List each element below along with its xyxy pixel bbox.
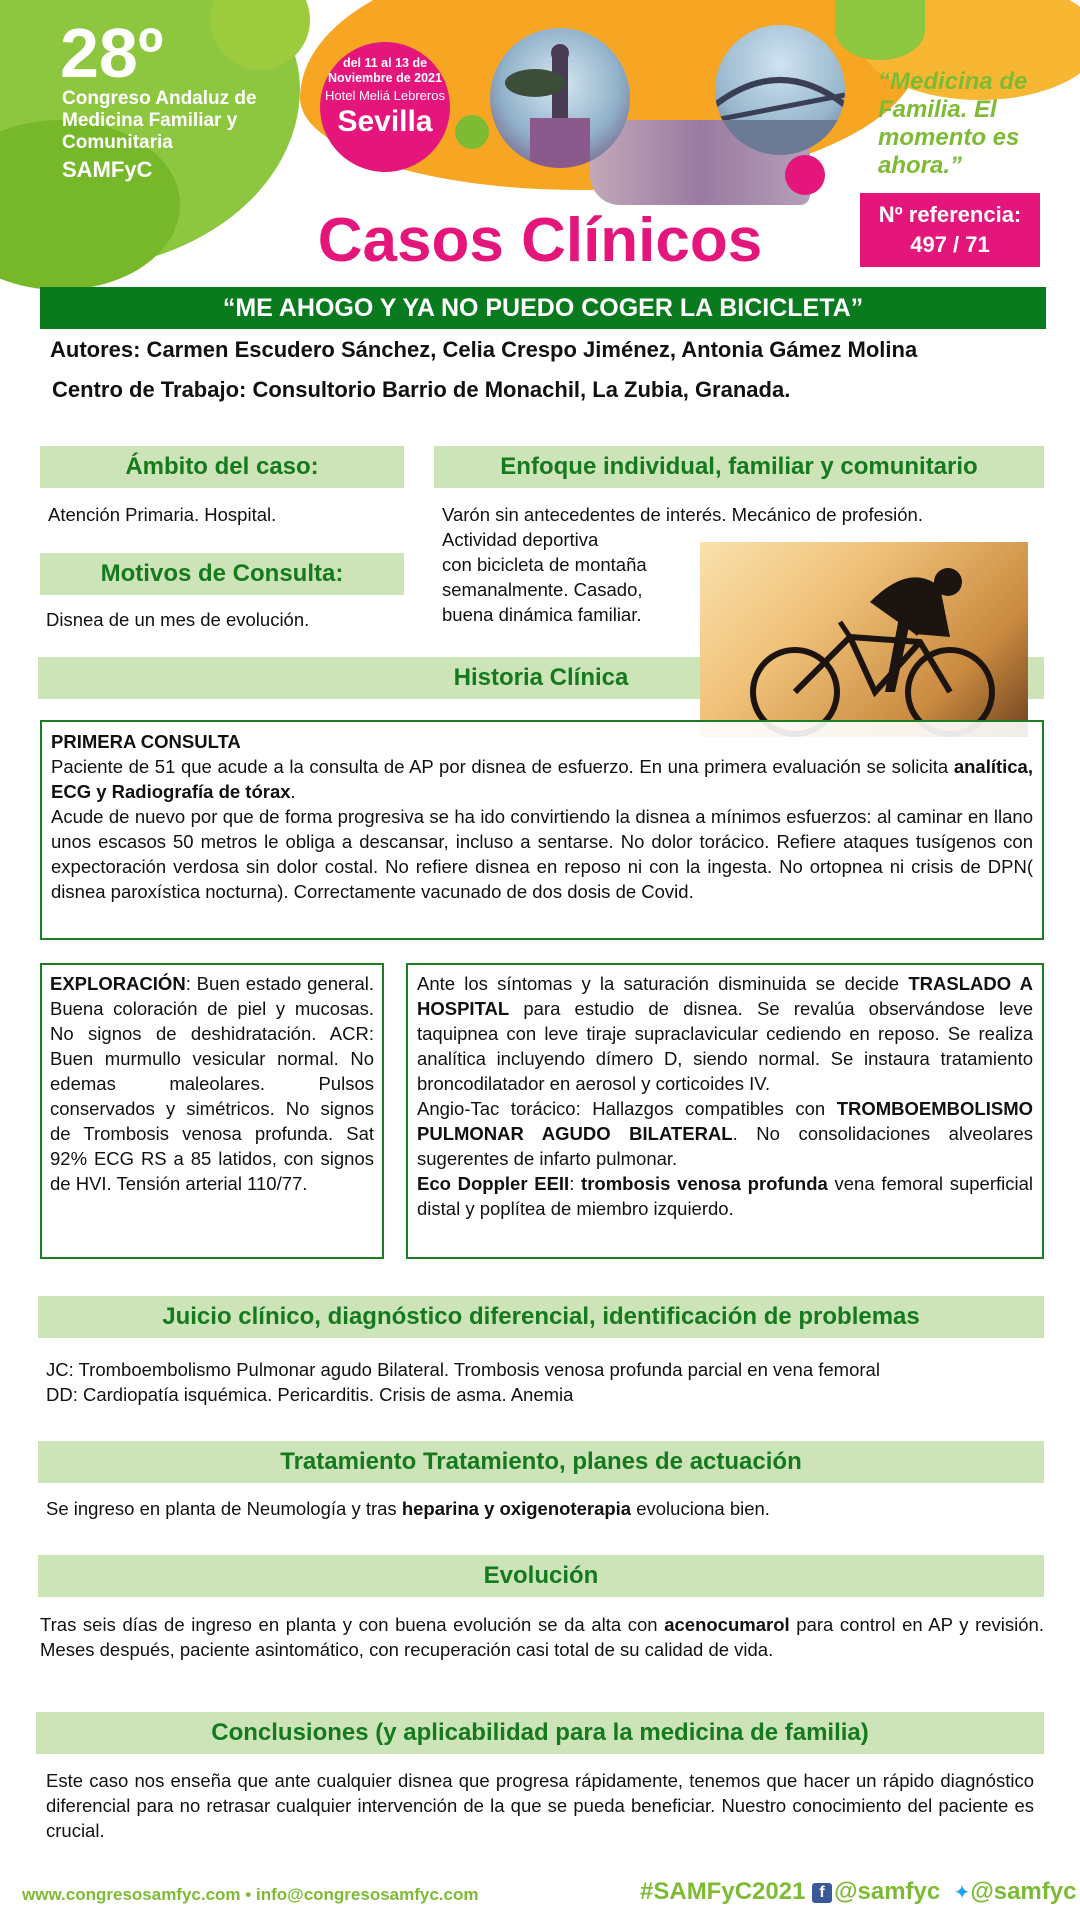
enfoque-line-3: con bicicleta de montaña [442,554,647,575]
ambito-heading: Ámbito del caso: [40,446,404,488]
juicio-heading: Juicio clínico, diagnóstico diferencial, identificación de problemas [38,1296,1044,1338]
congress-hotel: Hotel Meliá Lebreros [325,88,445,103]
hospital-text-2: para estudio de disnea. Se revalúa observándose leve taquipnea con leve tiraje supraclavicular cediendo en reposo. Se realiza analítica incluyendo dímero D, siendo normal. Se instaura tratamiento broncodilatador en aerosol y corticoides IV. [417,998,1033,1094]
giraldillo-statue-image [490,28,630,168]
juicio-text [46,1357,1046,1407]
evolucion-heading: Evolución [38,1555,1044,1597]
congress-slogan: “Medicina de Familia. El momento es ahora.” [878,68,1028,179]
hospital-text-4: . No consolidaciones alveolares sugerentes de infarto pulmonar. [417,1123,1033,1169]
reference-value: 497 / 71 [910,232,990,257]
primera-consulta-text-1: Paciente de 51 que acude a la consulta de AP por disnea de esfuerzo. En una primera evaluación se solicita [51,756,954,777]
conclusiones-heading: Conclusiones (y aplicabilidad para la medicina de familia) [36,1712,1044,1754]
congress-number: 28º [60,14,164,92]
enfoque-line-5: buena dinámica familiar. [442,604,642,625]
header-green-shape-right [835,0,925,60]
case-title: “ME AHOGO Y YA NO PUEDO COGER LA BICICLETA” [40,287,1046,329]
hospital-box [406,963,1044,1259]
triana-bridge-image [715,25,845,155]
tratamiento-heading: Tratamiento Tratamiento, planes de actuación [38,1441,1044,1483]
footer-hashtag: #SAMFyC2021 [640,1878,806,1905]
primera-consulta-paragraph-1 [51,754,1033,804]
congress-name: Congreso Andaluz de Medicina Familiar y Comunitaria [62,88,257,153]
hospital-dvt: trombosis venosa profunda [581,1173,828,1194]
enfoque-line-1: Varón sin antecedentes de interés. Mecánico de profesión. [442,504,923,525]
page-title: Casos Clínicos [317,206,763,275]
congress-org: SAMFyC [62,157,153,182]
juicio-dd: DD: Cardiopatía isquémica. Pericarditis. Crisis de asma. Anemia [46,1384,574,1405]
primera-consulta-paragraph-2: Acude de nuevo por que de forma progresiva se ha ido convirtiendo la disnea a mínimos esfuerzos: al caminar en llano unos escasos 50 metros le obliga a descansar, incluso a sentarse. No dolor torácico. Refiere ataques tusígenos con expectoración verdosa sin dolor costal. No refiere disnea en reposo ni con la ingesta. No ortopnea ni crisis de DPN( disnea paroxística nocturna). Correctamente vacunado de dos dosis de Covid. [51,806,1033,902]
cyclist-photo [700,542,1028,737]
footer-website[interactable]: www.congresosamfyc.com [22,1885,241,1904]
hospital-transfer: TRASLADO A HOSPITAL [417,973,1034,1019]
hospital-text-5: : [569,1173,582,1194]
primera-consulta-box [40,720,1044,940]
footer-separator: • [240,1885,256,1904]
reference-label: Nº referencia: [878,202,1022,227]
hospital-paragraph-1 [417,971,1033,1096]
evolucion-text [40,1612,1044,1662]
motivos-text: Disnea de un mes de evolución. [46,609,310,630]
exploracion-text: : Buen estado general. Buena coloración de piel y mucosas. No signos de deshidratación. ACR: Buen murmullo vesicular normal. No edemas maleolares. Pulsos conservados y simétricos. No signos de Trombosis venosa profunda. Sat 92% ECG RS a 85 latidos, con signos de HVI. Tensión arterial 110/77. [50,973,374,1194]
sevilla-badge [320,42,450,172]
congress-dates: del 11 al 13 de Noviembre de 2021 [328,56,442,85]
exploracion-box [40,963,384,1259]
tratamiento-text-1: Se ingreso en planta de Neumología y tras [46,1498,402,1519]
evolucion-drug: acenocumarol [664,1614,790,1635]
hospital-text-3: Angio-Tac torácico: Hallazgos compatibles con [417,1098,837,1119]
motivos-heading: Motivos de Consulta: [40,553,404,595]
enfoque-line-2: Actividad deportiva [442,529,599,550]
ambito-text: Atención Primaria. Hospital. [48,504,277,525]
hospital-doppler: Eco Doppler EEII [417,1173,570,1194]
exploracion-label: EXPLORACIÓN [50,973,186,994]
footer-contact [22,1885,479,1905]
footer-social [640,1878,1076,1906]
tratamiento-text [46,1496,1046,1521]
congress-city: Sevilla [337,105,433,138]
primera-consulta-text-1-end: . [290,781,296,802]
case-authors: Autores: Carmen Escudero Sánchez, Celia Crespo Jiménez, Antonia Gámez Molina [50,337,918,362]
enfoque-heading: Enfoque individual, familiar y comunitario [434,446,1044,488]
tratamiento-drugs: heparina y oxigenoterapia [401,1498,632,1519]
evolucion-text-1: Tras seis días de ingreso en planta y con buena evolución se da alta con [40,1614,665,1635]
twitter-icon: ✦ [953,1882,971,1905]
historia-heading: Historia Clínica [38,657,1044,699]
hospital-diagnosis: TROMBOEMBOLISMO PULMONAR AGUDO BILATERAL [417,1098,1033,1144]
footer-facebook[interactable]: @samfyc [834,1878,941,1905]
tratamiento-text-2: evoluciona bien. [631,1498,770,1519]
hospital-text-1: Ante los síntomas y la saturación disminuida se decide [417,973,909,994]
conclusiones-text: Este caso nos enseña que ante cualquier disnea que progresa rápidamente, tenemos que hacer un rápido diagnóstico diferencial para no retrasar cualquier intervención de la que se pueda beneficiar. Nuestro conocimiento del paciente es crucial. [46,1770,1034,1841]
evolucion-text-2: para control en AP y revisión. Meses después, paciente asintomático, con recuperación casi total de su calidad de vida. [40,1614,1044,1660]
hospital-text-6: vena femoral superficial distal y poplítea de miembro izquierdo. [417,1173,1034,1219]
header-pink-dot [785,155,825,195]
primera-consulta-label: PRIMERA CONSULTA [51,731,241,752]
hospital-paragraph-3 [417,1171,1033,1221]
hospital-paragraph-2 [417,1096,1033,1171]
enfoque-line-4: semanalmente. Casado, [442,579,643,600]
header-lime-dot [455,115,489,149]
footer-email[interactable]: info@congresosamfyc.com [255,1885,479,1904]
primera-consulta-tests: analítica, ECG y Radiografía de tórax [51,756,1033,802]
juicio-jc: JC: Tromboembolismo Pulmonar agudo Bilateral. Trombosis venosa profunda parcial en vena femoral [46,1359,880,1380]
facebook-icon: f [812,1883,832,1903]
case-workplace: Centro de Trabajo: Consultorio Barrio de Monachil, La Zubia, Granada. [52,377,791,402]
footer-twitter[interactable]: @samfyc [970,1878,1077,1905]
